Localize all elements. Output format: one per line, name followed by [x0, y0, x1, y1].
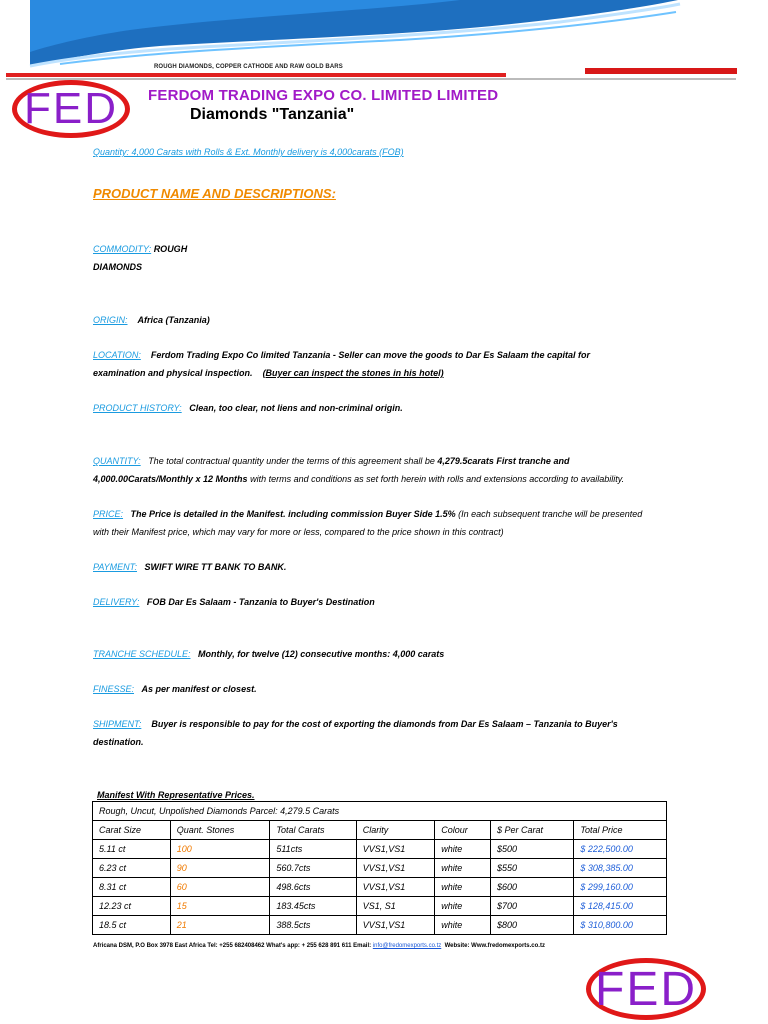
- quantity-block: QUANTITY: The total contractual quantity under the terms of this agreement shall be 4,279.5carats First tranche and 4,000.00Carats/Monthly x 12 Months with terms and conditions as set forth herein with rolls and extensions according to availability.: [93, 456, 625, 484]
- manifest-title: Manifest With Representative Prices.: [97, 790, 255, 800]
- cell: white: [435, 878, 491, 897]
- table-row: [93, 878, 667, 897]
- cell: 100: [170, 840, 270, 859]
- cell: VVS1,VS1: [356, 840, 434, 859]
- cell: $500: [491, 840, 574, 859]
- fed-logo: FED: [12, 80, 130, 138]
- cell: 511cts: [270, 840, 356, 859]
- manifest-table: [92, 801, 667, 935]
- table-row: [93, 859, 667, 878]
- commodity-value: ROUGH: [153, 244, 188, 254]
- cell: VVS1,VS1: [356, 916, 434, 935]
- location-block: LOCATION: Ferdom Trading Expo Co limited Tanzania - Seller can move the goods to Dar Es Salaam the capital for examination and physical inspection. (Buyer can inspect the stones in his hotel): [93, 350, 590, 378]
- section-title: PRODUCT NAME AND DESCRIPTIONS:: [93, 186, 336, 201]
- cell: 498.6cts: [270, 878, 356, 897]
- cell: 18.5 ct: [93, 916, 171, 935]
- footer-website: Website: Www.fredomexports.co.tz: [444, 943, 545, 949]
- cell: 8.31 ct: [93, 878, 171, 897]
- finesse-block: FINESSE: As per manifest or closest.: [93, 684, 257, 694]
- header-red-rule-right: [585, 68, 737, 74]
- cell: VVS1,VS1: [356, 878, 434, 897]
- history-block: PRODUCT HISTORY: Clean, too clear, not liens and non-criminal origin.: [93, 403, 403, 413]
- intro-line: Quantity: 4,000 Carats with Rolls & Ext. Monthly delivery is 4,000carats (FOB): [93, 147, 404, 157]
- cell: white: [435, 897, 491, 916]
- header-cell: Total Price: [574, 821, 667, 840]
- cell: $ 308,385.00: [574, 859, 667, 878]
- cell: $600: [491, 878, 574, 897]
- header-cell: Quant. Stones: [170, 821, 270, 840]
- table-row: [93, 897, 667, 916]
- cell: 560.7cts: [270, 859, 356, 878]
- company-name: FERDOM TRADING EXPO CO. LIMITED LIMITED: [148, 87, 499, 104]
- manifest-header-row: [93, 821, 667, 840]
- cell: $ 310,800.00: [574, 916, 667, 935]
- origin-block: ORIGIN: Africa (Tanzania): [93, 315, 210, 325]
- table-row: [93, 916, 667, 935]
- cell: VS1, S1: [356, 897, 434, 916]
- cell: 12.23 ct: [93, 897, 171, 916]
- cell: 6.23 ct: [93, 859, 171, 878]
- cell: 5.11 ct: [93, 840, 171, 859]
- shipment-block: SHIPMENT: Buyer is responsible to pay for the cost of exporting the diamonds from Dar Es Salaam – Tanzania to Buyer's destination.: [93, 719, 618, 747]
- header-cell: Colour: [435, 821, 491, 840]
- header-cell: Total Carats: [270, 821, 356, 840]
- cell: $550: [491, 859, 574, 878]
- cell: 90: [170, 859, 270, 878]
- delivery-block: DELIVERY: FOB Dar Es Salaam - Tanzania to Buyer's Destination: [93, 597, 375, 607]
- cell: $ 299,160.00: [574, 878, 667, 897]
- payment-block: PAYMENT: SWIFT WIRE TT BANK TO BANK.: [93, 562, 287, 572]
- header-cell: $ Per Carat: [491, 821, 574, 840]
- footer-email-link[interactable]: info@fredomexports.co.tz: [372, 943, 442, 949]
- header-cell: Carat Size: [93, 821, 171, 840]
- tranche-block: TRANCHE SCHEDULE: Monthly, for twelve (12) consecutive months: 4,000 carats: [93, 649, 445, 659]
- price-block: PRICE: The Price is detailed in the Manifest. including commission Buyer Side 1.5% (In each subsequent tranche will be presented with their Manifest price, which may vary for more or less, compared to the price shown in this contract): [93, 509, 643, 537]
- footer-contact: Africana DSM, P.O Box 3978 East Africa Tel: +255 682408462 What's app: + 255 628 891 611 Email: info@fredomexports.co.tz Website: Www.fredomexports.co.tz: [93, 943, 545, 949]
- cell: 15: [170, 897, 270, 916]
- commodity-label: COMMODITY:: [93, 244, 152, 254]
- cell: white: [435, 840, 491, 859]
- table-row: [93, 840, 667, 859]
- header-cell: Clarity: [356, 821, 434, 840]
- cell: 60: [170, 878, 270, 897]
- manifest-caption: Rough, Uncut, Unpolished Diamonds Parcel: 4,279.5 Carats: [93, 802, 667, 821]
- cell: $700: [491, 897, 574, 916]
- cell: white: [435, 916, 491, 935]
- header-red-rule: [6, 73, 506, 77]
- document-subtitle: Diamonds "Tanzania": [190, 106, 355, 123]
- cell: 388.5cts: [270, 916, 356, 935]
- commodity-block: [93, 240, 187, 276]
- cell: $800: [491, 916, 574, 935]
- header-gray-rule: [6, 78, 736, 80]
- cell: $ 128,415.00: [574, 897, 667, 916]
- cell: $ 222,500.00: [574, 840, 667, 859]
- cell: 21: [170, 916, 270, 935]
- cell: VVS1,VS1: [356, 859, 434, 878]
- commodity-value-2: DIAMONDS: [93, 262, 142, 272]
- cell: white: [435, 859, 491, 878]
- header-tagline: ROUGH DIAMONDS, COPPER CATHODE AND RAW GOLD BARS: [154, 64, 343, 70]
- cell: 183.45cts: [270, 897, 356, 916]
- fed-logo-bottom: FED: [586, 958, 706, 1020]
